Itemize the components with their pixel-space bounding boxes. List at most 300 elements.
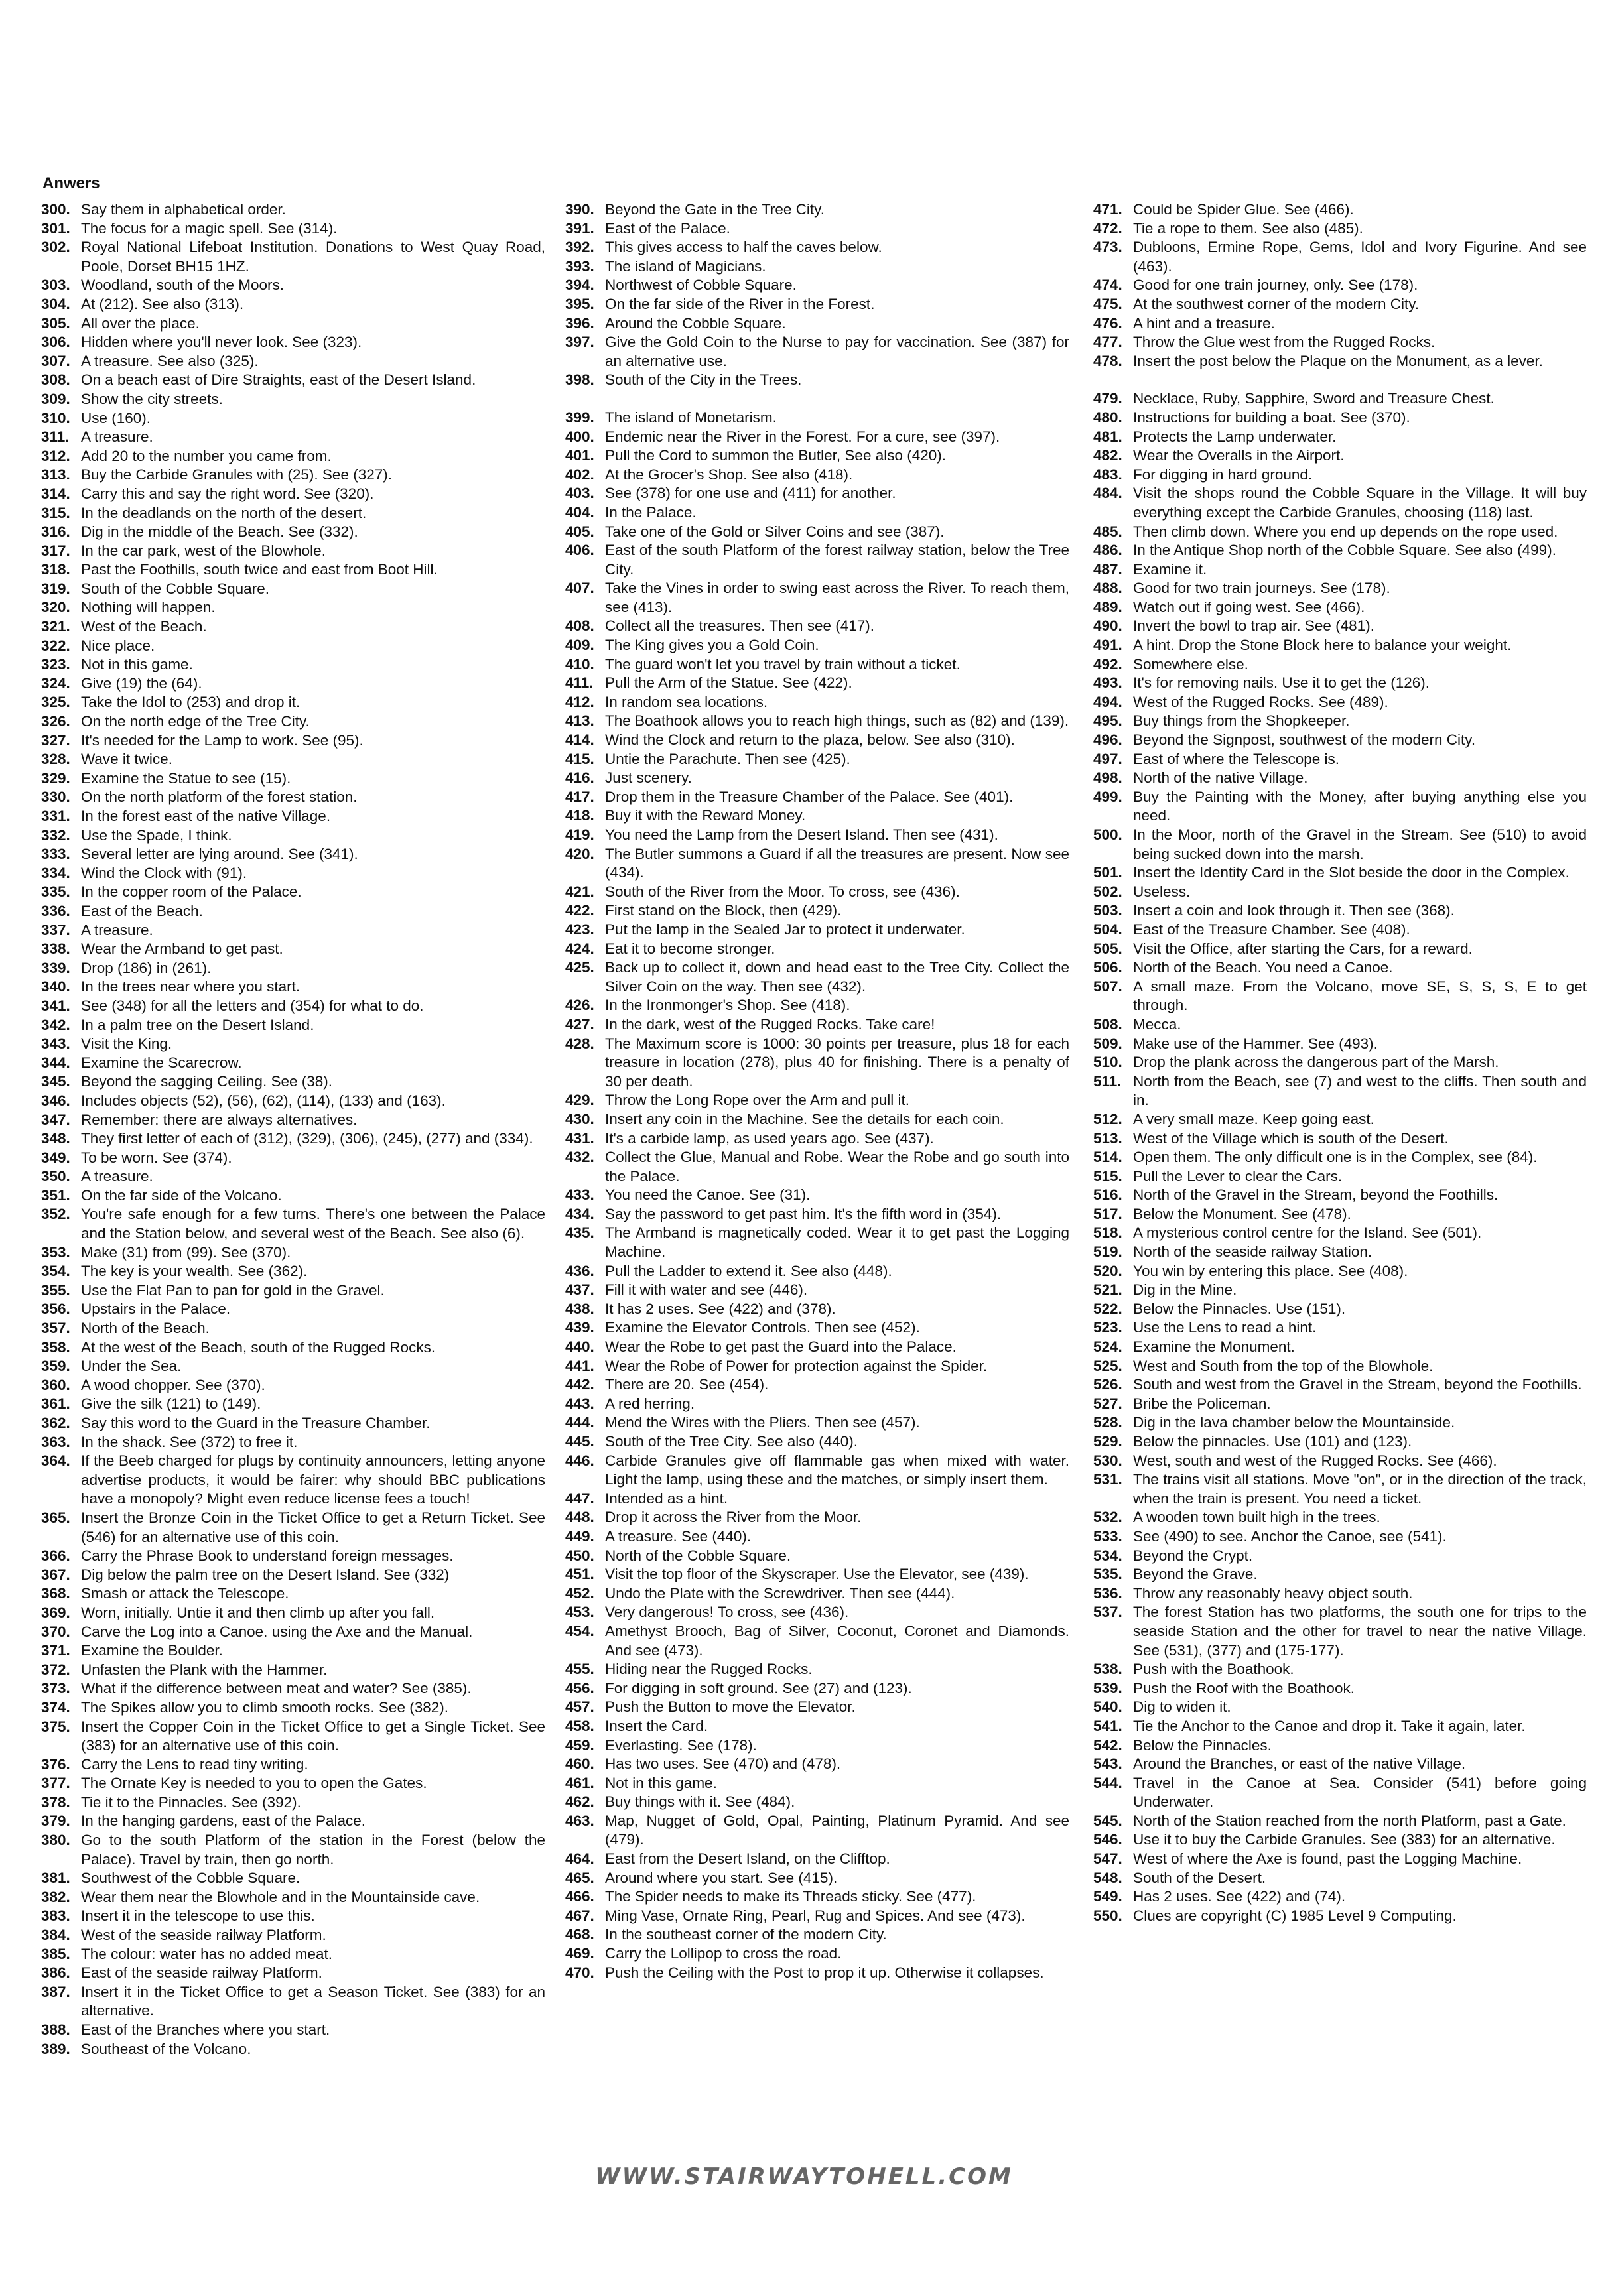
answer-text: Nice place. bbox=[81, 637, 155, 654]
answer-text: You need the Lamp from the Desert Island. Then see (431). bbox=[605, 826, 998, 843]
answer-entry bbox=[1093, 1015, 1587, 1035]
answer-entry bbox=[1093, 1660, 1587, 1679]
answer-text: At (212). See also (313). bbox=[81, 295, 244, 312]
answer-entry bbox=[1093, 1887, 1587, 1907]
answer-entry bbox=[1093, 1527, 1587, 1547]
answer-text: Examine the Statue to see (15). bbox=[81, 769, 291, 787]
answer-number: 513. bbox=[1093, 1129, 1122, 1147]
answer-entry bbox=[565, 788, 1069, 807]
answer-text: Take the Vines in order to swing east across the River. To reach them, see (413). bbox=[605, 580, 1069, 615]
answer-entry bbox=[565, 1129, 1069, 1149]
answer-entry bbox=[565, 996, 1069, 1015]
answer-text: Southwest of the Cobble Square. bbox=[81, 1870, 301, 1887]
answer-number: 483. bbox=[1093, 466, 1122, 483]
answer-text: Untie the Parachute. Then see (425). bbox=[605, 750, 850, 767]
answer-entry bbox=[565, 1300, 1069, 1319]
answer-entry bbox=[1093, 276, 1587, 295]
answer-text: South of the Tree City. See also (440). bbox=[605, 1433, 858, 1450]
answer-entry bbox=[41, 674, 545, 694]
answer-entry bbox=[565, 712, 1069, 731]
answer-entry bbox=[41, 997, 545, 1016]
answer-entry bbox=[41, 1907, 545, 1926]
answer-text: Show the city streets. bbox=[81, 390, 223, 407]
answer-entry bbox=[41, 1357, 545, 1376]
answer-entry bbox=[1093, 921, 1587, 940]
answer-text: Everlasting. See (178). bbox=[605, 1736, 757, 1754]
answer-number: 323. bbox=[41, 656, 70, 673]
answer-entry bbox=[1093, 409, 1587, 428]
answer-text: South of the Cobble Square. bbox=[81, 580, 269, 597]
answer-number: 437. bbox=[565, 1281, 594, 1299]
answer-text: A treasure. See (440). bbox=[605, 1527, 752, 1545]
answer-text: Mecca. bbox=[1133, 1015, 1181, 1033]
answer-number: 345. bbox=[41, 1073, 70, 1090]
answer-number: 401. bbox=[565, 447, 594, 464]
answer-entry bbox=[41, 220, 545, 239]
answer-entry bbox=[565, 333, 1069, 371]
answer-entry bbox=[41, 1395, 545, 1414]
answer-entry bbox=[41, 485, 545, 504]
answer-entry bbox=[41, 769, 545, 789]
answer-text: Under the Sea. bbox=[81, 1358, 182, 1375]
answer-number: 533. bbox=[1093, 1527, 1122, 1545]
answer-number: 457. bbox=[565, 1698, 594, 1716]
answer-entry bbox=[1093, 1413, 1587, 1433]
answer-text: Visit the King. bbox=[81, 1035, 172, 1052]
answer-text: Visit the shops round the Cobble Square in the Village. It will buy everything except the Carbide Granules, choosing (118) last. bbox=[1133, 485, 1587, 521]
answer-text: The Armband is magnetically coded. Wear it to get past the Logging Machine. bbox=[605, 1224, 1069, 1261]
answer-text: The Butler summons a Guard if all the treasures are present. Now see (434). bbox=[605, 845, 1069, 881]
answer-number: 303. bbox=[41, 277, 70, 294]
answer-entry bbox=[1093, 428, 1587, 447]
answer-number: 352. bbox=[41, 1206, 70, 1223]
answer-text: East of the Branches where you start. bbox=[81, 2021, 330, 2038]
answer-text: Give the silk (121) to (149). bbox=[81, 1395, 261, 1413]
answer-entry bbox=[1093, 238, 1587, 276]
answer-text: Carbide Granules give off flammable gas when mixed with water. Light the lamp, using these and the matches, or simply insert them. bbox=[605, 1452, 1069, 1488]
answer-entry bbox=[1093, 200, 1587, 220]
answer-number: 387. bbox=[41, 1983, 70, 2000]
answer-text: The focus for a magic spell. See (314). bbox=[81, 220, 338, 237]
answer-number: 468. bbox=[565, 1926, 594, 1943]
answer-text: In the deadlands on the north of the desert. bbox=[81, 504, 367, 521]
answer-entry bbox=[1093, 1698, 1587, 1717]
answer-number: 309. bbox=[41, 390, 70, 407]
answer-number: 530. bbox=[1093, 1452, 1122, 1469]
answer-entry bbox=[565, 295, 1069, 314]
answer-number: 333. bbox=[41, 846, 70, 863]
answer-entry bbox=[41, 1888, 545, 1907]
answer-number: 466. bbox=[565, 1888, 594, 1905]
answer-entry bbox=[41, 598, 545, 617]
answers-column-1 bbox=[41, 200, 545, 2059]
answer-text: Push with the Boathook. bbox=[1133, 1661, 1294, 1678]
answer-entry bbox=[41, 978, 545, 997]
answer-number: 406. bbox=[565, 542, 594, 559]
answer-entry bbox=[1093, 1167, 1587, 1186]
answer-text: Use the Flat Pan to pan for gold in the Gravel. bbox=[81, 1281, 385, 1299]
answer-text: Carry the Phrase Book to understand foreign messages. bbox=[81, 1547, 454, 1564]
answer-number: 427. bbox=[565, 1015, 594, 1033]
answer-entry bbox=[565, 1262, 1069, 1281]
answer-text: Wear the Overalls in the Airport. bbox=[1133, 447, 1345, 464]
answer-text: Examine the Monument. bbox=[1133, 1338, 1295, 1356]
answer-text: Good for one train journey, only. See (178). bbox=[1133, 277, 1418, 294]
answer-number: 505. bbox=[1093, 940, 1122, 957]
answer-number: 524. bbox=[1093, 1338, 1122, 1356]
answer-text: Wind the Clock with (91). bbox=[81, 864, 247, 881]
answer-number: 390. bbox=[565, 201, 594, 218]
answer-entry bbox=[565, 1887, 1069, 1907]
answer-entry bbox=[41, 1338, 545, 1358]
answer-text: Useless. bbox=[1133, 883, 1191, 900]
answer-entry bbox=[1093, 579, 1587, 598]
answer-text: On a beach east of Dire Straights, east of the Desert Island. bbox=[81, 371, 476, 389]
answer-number: 543. bbox=[1093, 1755, 1122, 1773]
answer-number: 448. bbox=[565, 1509, 594, 1526]
answer-entry bbox=[1093, 883, 1587, 902]
answer-number: 492. bbox=[1093, 655, 1122, 672]
answer-entry bbox=[41, 2021, 545, 2040]
answer-entry bbox=[1093, 1186, 1587, 1205]
answer-number: 497. bbox=[1093, 750, 1122, 767]
answer-number: 479. bbox=[1093, 390, 1122, 407]
answer-number: 365. bbox=[41, 1509, 70, 1526]
answer-number: 361. bbox=[41, 1395, 70, 1413]
answer-text: In the Antique Shop north of the Cobble Square. See also (499). bbox=[1133, 542, 1556, 559]
answer-number: 356. bbox=[41, 1301, 70, 1318]
website-footer[interactable]: WWW.STAIRWAYTOHELL.COM bbox=[595, 2163, 1013, 2190]
answer-text: Push the Button to move the Elevator. bbox=[605, 1698, 856, 1716]
answer-text: Dig in the lava chamber below the Mountainside. bbox=[1133, 1414, 1455, 1431]
answer-entry bbox=[41, 1812, 545, 1831]
answer-text: Has 2 uses. See (422) and (74). bbox=[1133, 1888, 1346, 1905]
answer-number: 415. bbox=[565, 750, 594, 767]
answer-number: 430. bbox=[565, 1110, 594, 1127]
answer-number: 519. bbox=[1093, 1244, 1122, 1261]
answer-text: Buy the Painting with the Money, after buying anything else you need. bbox=[1133, 788, 1587, 824]
answer-entry bbox=[41, 333, 545, 352]
answer-number: 394. bbox=[565, 277, 594, 294]
answer-text: Say the password to get past him. It's the fifth word in (354). bbox=[605, 1205, 1002, 1222]
answer-number: 481. bbox=[1093, 428, 1122, 445]
answer-entry bbox=[41, 1262, 545, 1281]
answer-text: A mysterious control centre for the Island. See (501). bbox=[1133, 1224, 1482, 1242]
answer-entry bbox=[1093, 1300, 1587, 1319]
answer-number: 334. bbox=[41, 864, 70, 881]
answer-entry bbox=[565, 579, 1069, 617]
answer-entry bbox=[1093, 1907, 1587, 1926]
answer-number: 455. bbox=[565, 1661, 594, 1678]
answer-text: Smash or attack the Telescope. bbox=[81, 1585, 289, 1602]
answer-number: 460. bbox=[565, 1755, 594, 1773]
answer-entry bbox=[565, 238, 1069, 257]
answer-text: A small maze. From the Volcano, move SE, S, S, S, E to get through. bbox=[1133, 978, 1587, 1014]
answer-number: 306. bbox=[41, 334, 70, 351]
answer-number: 313. bbox=[41, 466, 70, 483]
answer-entry bbox=[565, 636, 1069, 655]
answer-text: East of the seaside railway Platform. bbox=[81, 1964, 322, 1982]
answer-number: 534. bbox=[1093, 1547, 1122, 1564]
answer-entry bbox=[1093, 940, 1587, 959]
answer-entry bbox=[41, 1016, 545, 1035]
answer-text: Back up to collect it, down and head east to the Tree City. Collect the Silver Coin on the way. Then see (432). bbox=[605, 959, 1069, 995]
answer-number: 441. bbox=[565, 1357, 594, 1374]
answer-number: 451. bbox=[565, 1566, 594, 1583]
answer-number: 482. bbox=[1093, 447, 1122, 464]
answer-entry bbox=[41, 1035, 545, 1054]
answer-text: The key is your wealth. See (362). bbox=[81, 1263, 308, 1280]
answer-entry bbox=[1093, 958, 1587, 978]
answer-number: 517. bbox=[1093, 1205, 1122, 1222]
answer-entry bbox=[565, 371, 1069, 390]
answer-entry bbox=[565, 1945, 1069, 1964]
answer-entry bbox=[565, 1812, 1069, 1850]
answer-text: Invert the bowl to trap air. See (481). bbox=[1133, 617, 1374, 635]
answer-number: 400. bbox=[565, 428, 594, 445]
answer-text: You need the Canoe. See (31). bbox=[605, 1186, 811, 1204]
answer-entry bbox=[565, 1736, 1069, 1755]
answer-text: A very small maze. Keep going east. bbox=[1133, 1110, 1374, 1127]
answer-number: 526. bbox=[1093, 1376, 1122, 1393]
answer-text: Instructions for building a boat. See (370). bbox=[1133, 409, 1410, 426]
answer-text: Buy the Carbide Granules with (25). See (327). bbox=[81, 466, 392, 483]
answer-text: Make (31) from (99). See (370). bbox=[81, 1244, 291, 1261]
answer-number: 508. bbox=[1093, 1015, 1122, 1033]
answer-number: 405. bbox=[565, 523, 594, 540]
answer-number: 300. bbox=[41, 201, 70, 218]
answer-entry bbox=[41, 1092, 545, 1111]
answer-entry bbox=[41, 2040, 545, 2059]
answer-entry bbox=[565, 541, 1069, 579]
answer-entry bbox=[41, 1054, 545, 1073]
answer-entry bbox=[565, 446, 1069, 466]
answer-number: 463. bbox=[565, 1812, 594, 1829]
answer-number: 501. bbox=[1093, 864, 1122, 881]
answer-text: Around the Cobble Square. bbox=[605, 314, 786, 332]
answer-entry bbox=[41, 1584, 545, 1604]
answer-text: Ming Vase, Ornate Ring, Pearl, Rug and Spices. And see (473). bbox=[605, 1907, 1026, 1924]
answer-number: 347. bbox=[41, 1111, 70, 1128]
answer-text: East of the Treasure Chamber. See (408). bbox=[1133, 921, 1410, 938]
answer-number: 376. bbox=[41, 1755, 70, 1773]
answer-number: 317. bbox=[41, 542, 70, 559]
answer-text: Dig in the middle of the Beach. See (332). bbox=[81, 523, 358, 541]
answer-text: Could be Spider Glue. See (466). bbox=[1133, 201, 1354, 218]
answer-entry bbox=[565, 674, 1069, 693]
answer-number: 515. bbox=[1093, 1167, 1122, 1184]
answer-number: 321. bbox=[41, 618, 70, 635]
answer-text: Beyond the Gate in the Tree City. bbox=[605, 201, 825, 218]
answer-text: If the Beeb charged for plugs by continuity announcers, letting anyone advertise products, it would be fairer: why should BBC publications have a monopoly? Might even reduce license fees a touch! bbox=[81, 1452, 545, 1507]
answer-text: Not in this game. bbox=[605, 1774, 717, 1791]
answer-entry bbox=[565, 1091, 1069, 1110]
answer-number: 393. bbox=[565, 257, 594, 275]
answer-text: Dubloons, Ermine Rope, Gems, Idol and Ivory Figurine. And see (463). bbox=[1133, 239, 1587, 275]
answer-number: 367. bbox=[41, 1566, 70, 1583]
answer-entry bbox=[565, 1660, 1069, 1679]
answer-entry bbox=[565, 958, 1069, 996]
answer-number: 386. bbox=[41, 1964, 70, 1982]
answer-entry bbox=[565, 466, 1069, 485]
answer-text: Wear them near the Blowhole and in the Mountainside cave. bbox=[81, 1888, 480, 1905]
answer-text: On the far side of the Volcano. bbox=[81, 1186, 282, 1204]
answer-number: 301. bbox=[41, 220, 70, 237]
answer-number: 413. bbox=[565, 712, 594, 730]
answer-entry bbox=[1093, 1148, 1587, 1167]
answer-text: Includes objects (52), (56), (62), (114), (133) and (163). bbox=[81, 1092, 446, 1109]
answer-entry bbox=[565, 200, 1069, 220]
answer-entry bbox=[1093, 1565, 1587, 1584]
answer-number: 380. bbox=[41, 1832, 70, 1849]
answer-text: Use it to buy the Carbide Granules. See (383) for an alternative. bbox=[1133, 1831, 1556, 1848]
answer-number: 528. bbox=[1093, 1414, 1122, 1431]
answer-entry bbox=[1093, 1755, 1587, 1774]
answer-text: The trains visit all stations. Move "on", or in the direction of the track, when the train is present. You need a ticket. bbox=[1133, 1471, 1587, 1507]
answer-text: Northwest of Cobble Square. bbox=[605, 277, 797, 294]
answer-text: Intended as a hint. bbox=[605, 1490, 728, 1507]
answer-text: Very dangerous! To cross, see (436). bbox=[605, 1604, 849, 1621]
answer-number: 319. bbox=[41, 580, 70, 597]
answer-text: Several letter are lying around. See (341). bbox=[81, 846, 358, 863]
answer-entry bbox=[41, 238, 545, 276]
answer-text: South of the City in the Trees. bbox=[605, 371, 802, 389]
answer-text: Drop the plank across the dangerous part of the Marsh. bbox=[1133, 1054, 1499, 1071]
answer-text: Use the Lens to read a hint. bbox=[1133, 1319, 1317, 1336]
answer-text: At the west of the Beach, south of the Rugged Rocks. bbox=[81, 1338, 436, 1356]
answer-entry bbox=[1093, 389, 1587, 409]
answer-text: A treasure. See also (325). bbox=[81, 352, 259, 369]
answer-text: Upstairs in the Palace. bbox=[81, 1301, 231, 1318]
answer-entry bbox=[1093, 1508, 1587, 1527]
answer-entry bbox=[565, 1452, 1069, 1490]
answer-number: 456. bbox=[565, 1679, 594, 1696]
answer-number: 495. bbox=[1093, 712, 1122, 730]
answer-entry bbox=[41, 580, 545, 599]
answer-text: The island of Magicians. bbox=[605, 257, 766, 275]
answer-entry bbox=[1093, 1812, 1587, 1831]
answer-number: 327. bbox=[41, 732, 70, 749]
answer-entry bbox=[41, 390, 545, 409]
answer-number: 462. bbox=[565, 1793, 594, 1811]
answer-text: In random sea locations. bbox=[605, 693, 768, 710]
answer-text: Insert it in the Ticket Office to get a Season Ticket. See (383) for an alternative. bbox=[81, 1983, 545, 2019]
answer-entry bbox=[565, 1774, 1069, 1793]
answer-text: Worn, initially. Untie it and then climb up after you fall. bbox=[81, 1604, 435, 1621]
answer-entry bbox=[1093, 1395, 1587, 1414]
answer-number: 493. bbox=[1093, 674, 1122, 692]
answer-text: Give (19) the (64). bbox=[81, 674, 202, 692]
answer-number: 470. bbox=[565, 1964, 594, 1981]
answer-number: 307. bbox=[41, 352, 70, 369]
answer-number: 341. bbox=[41, 997, 70, 1014]
answer-entry bbox=[565, 806, 1069, 826]
answer-entry bbox=[1093, 978, 1587, 1015]
answer-entry bbox=[1093, 560, 1587, 580]
answer-number: 343. bbox=[41, 1035, 70, 1052]
answer-number: 378. bbox=[41, 1793, 70, 1811]
answer-entry bbox=[1093, 541, 1587, 560]
answer-entry bbox=[565, 1205, 1069, 1224]
answer-text: Below the Pinnacles. Use (151). bbox=[1133, 1300, 1346, 1317]
answer-text: Dig in the Mine. bbox=[1133, 1281, 1237, 1299]
answer-entry bbox=[1093, 788, 1587, 826]
answer-number: 547. bbox=[1093, 1850, 1122, 1868]
answer-number: 383. bbox=[41, 1907, 70, 1925]
answer-text: For digging in soft ground. See (27) and (123). bbox=[605, 1679, 912, 1696]
answer-text: The Spider needs to make its Threads sticky. See (477). bbox=[605, 1888, 976, 1905]
answer-number: 532. bbox=[1093, 1509, 1122, 1526]
answer-entry bbox=[565, 276, 1069, 295]
answer-entry bbox=[1093, 769, 1587, 788]
answer-number: 407. bbox=[565, 580, 594, 597]
answer-entry bbox=[565, 484, 1069, 503]
answer-number: 342. bbox=[41, 1016, 70, 1033]
answer-entry bbox=[1093, 1452, 1587, 1471]
answer-text: Carry this and say the right word. See (320). bbox=[81, 485, 374, 502]
answer-number: 488. bbox=[1093, 580, 1122, 597]
answer-entry bbox=[1093, 1129, 1587, 1149]
answer-number: 355. bbox=[41, 1281, 70, 1299]
answer-entry bbox=[41, 617, 545, 637]
answer-text: North of the Beach. You need a Canoe. bbox=[1133, 959, 1393, 976]
answer-text: Insert it in the telescope to use this. bbox=[81, 1907, 315, 1925]
answer-number: 389. bbox=[41, 2040, 70, 2057]
answer-text: Eat it to become stronger. bbox=[605, 940, 775, 957]
answer-text: Amethyst Brooch, Bag of Silver, Coconut, Coronet and Diamonds. And see (473). bbox=[605, 1622, 1069, 1659]
answer-entry bbox=[41, 1244, 545, 1263]
answer-number: 545. bbox=[1093, 1812, 1122, 1829]
answer-number: 340. bbox=[41, 978, 70, 995]
answer-entry bbox=[41, 1623, 545, 1642]
answer-entry bbox=[565, 1395, 1069, 1414]
answer-entry bbox=[565, 693, 1069, 712]
answer-text: South of the Desert. bbox=[1133, 1869, 1266, 1886]
answer-text: On the north platform of the forest station. bbox=[81, 789, 358, 806]
answer-entry bbox=[1093, 466, 1587, 485]
answer-entry bbox=[41, 1641, 545, 1661]
answer-number: 379. bbox=[41, 1813, 70, 1830]
answer-text: Dig to widen it. bbox=[1133, 1698, 1231, 1716]
answer-number: 520. bbox=[1093, 1262, 1122, 1279]
answer-number: 453. bbox=[565, 1604, 594, 1621]
answer-text: Buy things from the Shopkeeper. bbox=[1133, 712, 1350, 730]
answer-number: 538. bbox=[1093, 1661, 1122, 1678]
answer-entry bbox=[41, 750, 545, 769]
answer-text: A wooden town built high in the trees. bbox=[1133, 1509, 1380, 1526]
answer-number: 337. bbox=[41, 921, 70, 938]
answer-text: On the north edge of the Tree City. bbox=[81, 713, 310, 730]
answer-text: Buy things with it. See (484). bbox=[605, 1793, 795, 1811]
answer-entry bbox=[565, 1433, 1069, 1452]
answer-number: 443. bbox=[565, 1395, 594, 1412]
answer-text: Pull the Cord to summon the Butler, See also (420). bbox=[605, 447, 947, 464]
answer-entry bbox=[41, 940, 545, 959]
answer-number: 339. bbox=[41, 959, 70, 976]
answer-text: Carry the Lens to read tiny writing. bbox=[81, 1755, 308, 1773]
answer-entry bbox=[1093, 1357, 1587, 1376]
answer-number: 484. bbox=[1093, 485, 1122, 502]
answer-entry bbox=[565, 314, 1069, 334]
answer-number: 473. bbox=[1093, 239, 1122, 256]
answer-number: 472. bbox=[1093, 220, 1122, 237]
answer-number: 424. bbox=[565, 940, 594, 957]
answer-text: A treasure. bbox=[81, 1168, 153, 1185]
answer-entry bbox=[1093, 1869, 1587, 1888]
answer-entry bbox=[1093, 1774, 1587, 1812]
answer-entry bbox=[565, 1850, 1069, 1869]
answer-entry bbox=[1093, 1433, 1587, 1452]
